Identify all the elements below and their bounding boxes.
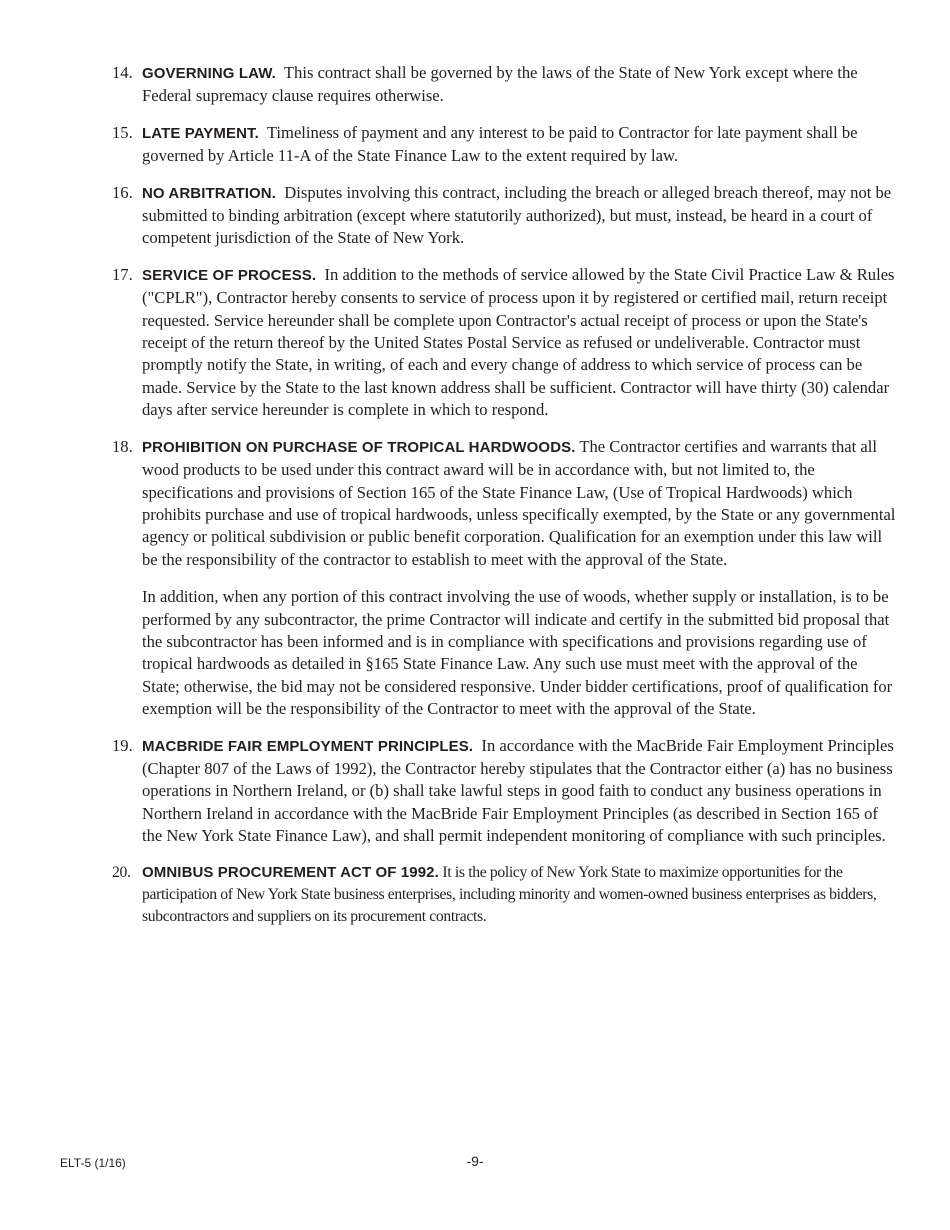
- clause-heading: GOVERNING LAW.: [142, 65, 276, 82]
- clause-number: 20.: [112, 863, 131, 881]
- clause-number: 17.: [112, 264, 133, 284]
- clause-number: 16.: [112, 182, 133, 202]
- clause-17-service-of-process: [112, 264, 897, 422]
- clause-heading: NO ARBITRATION.: [142, 184, 276, 202]
- clause-paragraph: [142, 264, 897, 422]
- clause-14-governing-law: [112, 62, 897, 108]
- clause-text: This contract shall be governed by the laws of the State of New York except where the Federal supremacy clause requires otherwise.: [142, 63, 858, 106]
- clause-text: The Contractor certifies and warrants that all wood products to be used under this contract award will be in accordance with, but not limited to, the specifications and provisions of Section 165 of the State Finance Law, (Use of Tropical Hardwoods) which prohibits purchase and use of tropical hardwoods, unless specifically exempted, by the State or any governmental agency or political subdivision or public benefit corporation. Qualification for an exemption under this law will be the responsibility of the contractor to establish to meet with the approval of the State.: [142, 436, 896, 569]
- clause-paragraph: [142, 586, 897, 720]
- clause-15-late-payment: [112, 122, 897, 168]
- clause-number: 19.: [112, 735, 133, 755]
- clause-heading: LATE PAYMENT.: [142, 124, 259, 142]
- clause-paragraph: [142, 735, 897, 848]
- clause-paragraph: [142, 436, 897, 571]
- clause-text: Timeliness of payment and any interest to be paid to Contractor for late payment shall be governed by Article 11-A of the State Finance Law to the extent required by law.: [142, 122, 858, 166]
- page-number: -9-: [466, 1153, 484, 1169]
- clause-text: In accordance with the MacBride Fair Employment Principles (Chapter 807 of the Laws of 1992), the Contractor hereby stipulates that the Contractor either (a) has no business operations in Northern Ireland, or (b) shall take lawful steps in good faith to conduct any business operations in Northern Ireland in accordance with the MacBride Fair Employment Principles (as described in Section 165 of the New York State Finance Law), and shall permit independent monitoring of compliance with such principles.: [142, 735, 894, 846]
- clause-number: 14.: [112, 63, 133, 82]
- clause-paragraph: [142, 62, 897, 108]
- clause-19-macbride-principles: [112, 735, 897, 848]
- clause-paragraph: [142, 862, 897, 929]
- clause-number: 15.: [112, 122, 133, 142]
- clause-18-tropical-hardwoods: [112, 436, 897, 721]
- clause-16-no-arbitration: [112, 182, 897, 250]
- clause-text: It is the policy of New York State to maximize opportunities for the participation of New York State business enterprises, including minority and women-owned business enterprises as bidders, subcontractors and suppliers on its procurement contracts.: [142, 863, 877, 926]
- clause-text: In addition, when any portion of this contract involving the use of woods, whether supply or installation, is to be performed by any subcontractor, the prime Contractor will indicate and certify in the submitted bid proposal that the subcontractor has been informed and is in compliance with specifications and provisions regarding use of tropical hardwoods as detailed in §165 State Finance Law. Any such use must meet with the approval of the State; otherwise, the bid may not be considered responsive. Under bidder certifications, proof of qualification for exemption will be the responsibility of the Contractor to meet with the approval of the State.: [142, 587, 893, 719]
- clause-text: Disputes involving this contract, including the breach or alleged breach thereof, may not be submitted to binding arbitration (except where statutorily authorized), but must, instead, be heard in a court of competent jurisdiction of the State of New York.: [142, 182, 892, 248]
- clause-heading: MACBRIDE FAIR EMPLOYMENT PRINCIPLES.: [142, 737, 474, 755]
- clause-heading: SERVICE OF PROCESS.: [142, 266, 317, 284]
- clause-20-omnibus-procurement-act: [112, 862, 897, 929]
- clause-heading: OMNIBUS PROCUREMENT ACT OF 1992.: [142, 863, 439, 881]
- clause-list: [112, 62, 897, 943]
- clause-number: 18.: [112, 436, 133, 456]
- clause-paragraph: [142, 182, 897, 250]
- clause-heading: PROHIBITION ON PURCHASE OF TROPICAL HARDWOODS.: [142, 438, 576, 456]
- form-identifier: ELT-5 (1/16): [60, 1156, 126, 1170]
- clause-text: In addition to the methods of service allowed by the State Civil Practice Law & Rules ("CPLR"), Contractor hereby consents to service of process upon it by registered or certified mail, return receipt requested. Service hereunder shall be complete upon Contractor's actual receipt of process or upon the State's receipt of the return thereof by the United States Postal Service as refused or undeliverable. Contractor must promptly notify the State, in writing, of each and every change of address to which service of process can be made. Service by the State to the last known address shall be sufficient. Contractor will have thirty (30) calendar days after service hereunder is complete in which to respond.: [142, 264, 895, 420]
- clause-paragraph: [142, 122, 897, 168]
